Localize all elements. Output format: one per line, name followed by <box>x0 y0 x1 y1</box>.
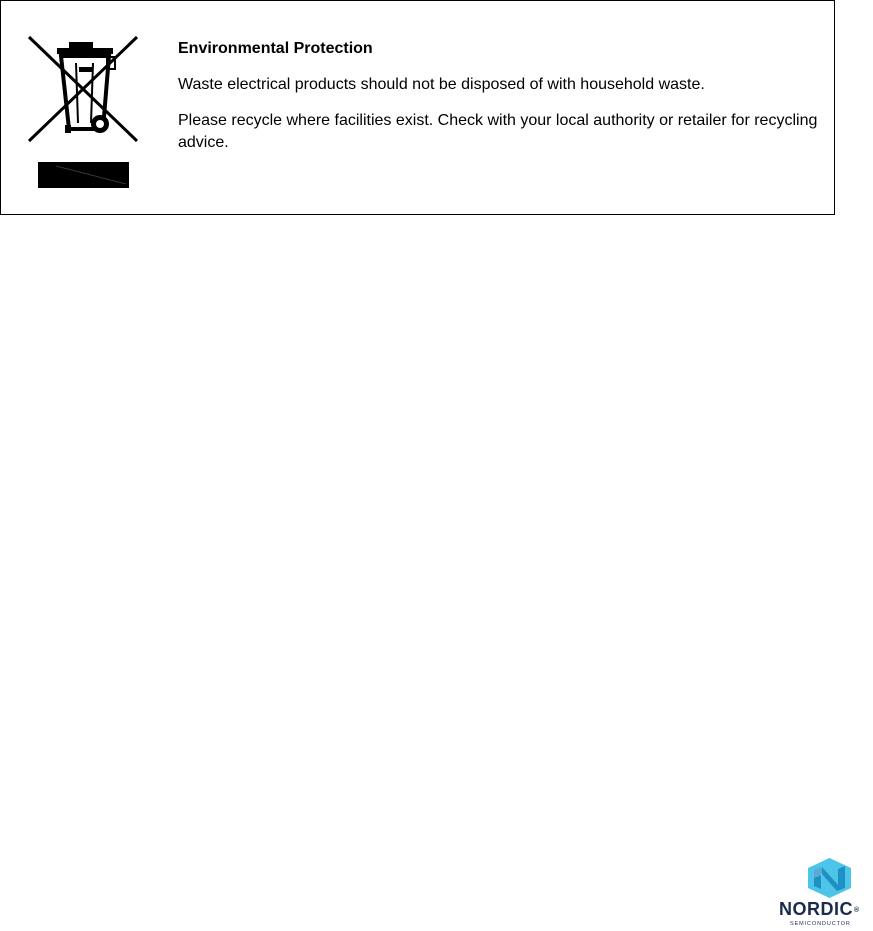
notice-title: Environmental Protection <box>178 40 373 57</box>
notice-paragraph-disposal: Waste electrical products should not be disposed of with household waste. <box>178 76 705 93</box>
nordic-logo-mark-icon <box>808 858 851 898</box>
environmental-notice-box <box>0 0 835 215</box>
notice-paragraph-recycle: Please recycle where facilities exist. Check with your local authority or retailer for recycling advice. <box>178 112 818 151</box>
nordic-logo-trademark: ® <box>854 907 860 914</box>
weee-black-bar-icon <box>38 162 129 188</box>
nordic-semiconductor-logo <box>779 857 873 931</box>
nordic-logo-tagline: SEMICONDUCTOR <box>790 921 851 927</box>
nordic-logo-name: NORDIC <box>779 899 853 919</box>
notice-text-block <box>178 38 818 168</box>
crossed-out-wheelie-bin-icon <box>27 35 139 143</box>
nordic-logo-wordmark <box>779 899 873 919</box>
